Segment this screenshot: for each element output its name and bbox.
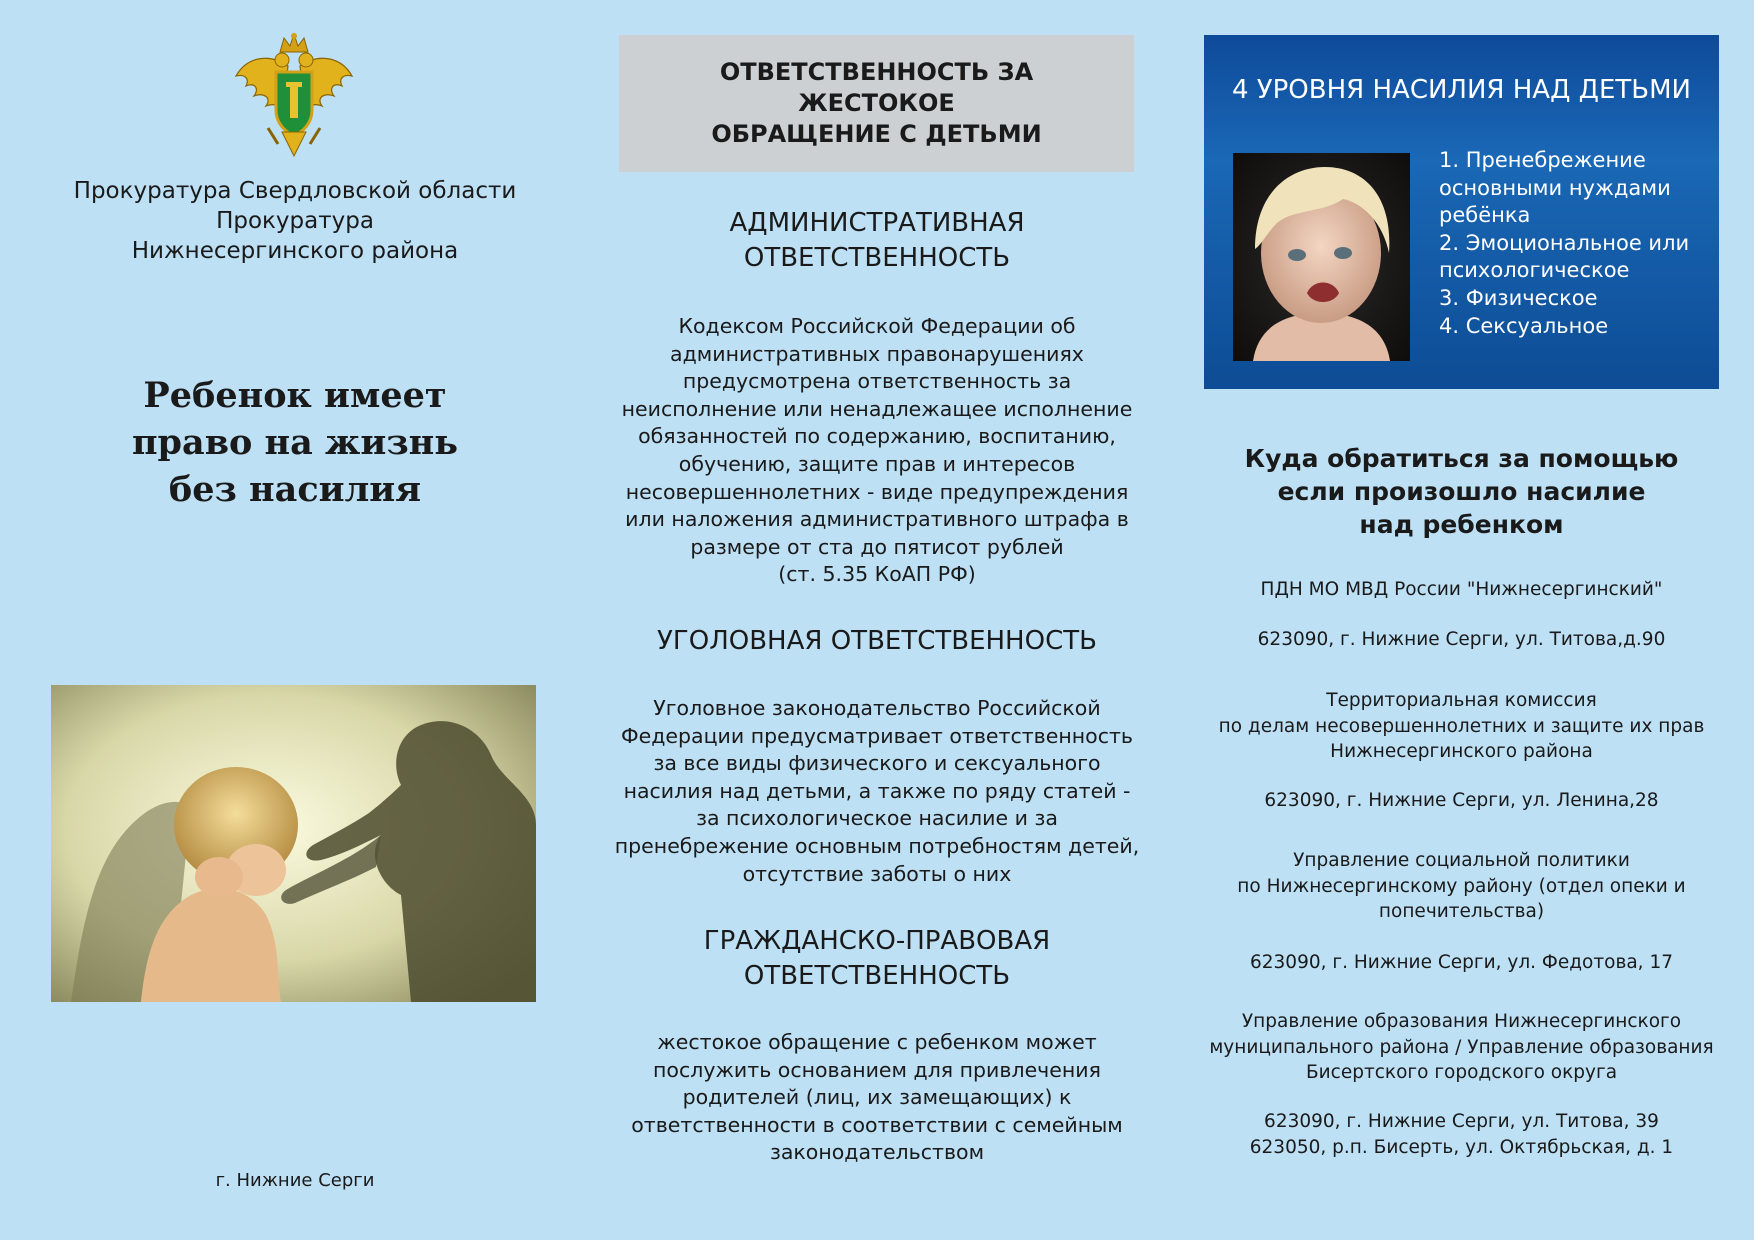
crying-child-photo bbox=[1233, 153, 1410, 361]
child-shadow-photo bbox=[51, 685, 536, 1002]
contact-address: 623090, г. Нижние Серги, ул. Титова,д.90 bbox=[1257, 629, 1666, 650]
right-panel bbox=[1195, 0, 1754, 1240]
middle-panel bbox=[600, 0, 1160, 1240]
prosecutor-emblem-icon bbox=[232, 32, 356, 160]
admin-heading: АДМИНИСТРАТИВНАЯ ОТВЕТСТВЕННОСТЬ bbox=[729, 208, 1025, 273]
city-label: г. Нижние Серги bbox=[215, 1170, 375, 1191]
help-heading: Куда обратиться за помощью если произошло насилие над ребенком bbox=[1244, 444, 1679, 539]
criminal-text: Уголовное законодательство Российской Федерации предусматривает ответственность за все виды физического и сексуального насилия над детьми, а также по ряду статей - за психологическое насилие и за пренебрежение основным потребностям детей, отсутствие заботы о них bbox=[614, 696, 1140, 886]
organization-name: Прокуратура Свердловской области Прокуратура Нижнесергинского района bbox=[73, 178, 517, 264]
left-panel bbox=[0, 0, 590, 1240]
civil-text: жестокое обращение с ребенком может послужить основанием для привлечения родителей (лиц, их замещающих) к ответственности в соответствии с семейным законодательством bbox=[631, 1030, 1123, 1165]
contact-address: 623090, г. Нижние Серги, ул. Титова, 39 623050, р.п. Бисерть, ул. Октябрьская, д. 1 bbox=[1249, 1111, 1674, 1158]
contact-name: Территориальная комиссия по делам несовершеннолетних и защите их прав Нижнесергинского района bbox=[1218, 690, 1705, 762]
levels-list: 1. Пренебрежение основными нуждами ребёнка 2. Эмоциональное или психологическое 3. Физическое 4. Сексуальное bbox=[1439, 148, 1690, 338]
levels-title: 4 УРОВНЯ НАСИЛИЯ НАД ДЕТЬМИ bbox=[1231, 75, 1692, 105]
contact-name: ПДН МО МВД России "Нижнесергинский" bbox=[1260, 579, 1663, 600]
violence-levels-box bbox=[1204, 35, 1719, 389]
responsibility-title: ОТВЕТСТВЕННОСТЬ ЗА ЖЕСТОКОЕ ОБРАЩЕНИЕ С ДЕТЬМИ bbox=[619, 35, 1134, 172]
slogan: Ребенок имеет право на жизнь без насилия bbox=[131, 375, 459, 510]
contact-address: 623090, г. Нижние Серги, ул. Ленина,28 bbox=[1264, 790, 1659, 811]
contact-name: Управление образования Нижнесергинского муниципального района / Управление образования Бисертского городского округа bbox=[1209, 1011, 1714, 1083]
admin-text: Кодексом Российской Федерации об административных правонарушениях предусмотрена ответственность за неисполнение или ненадлежащее исполнение обязанностей по содержанию, воспитанию, обучению, защите прав и интересов несовершеннолетних - виде предупреждения или наложения административного штрафа в размере от ста до пятисот рублей (ст. 5.35 КоАП РФ) bbox=[621, 314, 1133, 587]
contact-address: 623090, г. Нижние Серги, ул. Федотова, 17 bbox=[1250, 952, 1673, 973]
criminal-heading: УГОЛОВНАЯ ОТВЕТСТВЕННОСТЬ bbox=[657, 626, 1097, 656]
contact-name: Управление социальной политики по Нижнесергинскому району (отдел опеки и попечительства) bbox=[1237, 850, 1686, 922]
civil-heading: ГРАЖДАНСКО-ПРАВОВАЯ ОТВЕТСТВЕННОСТЬ bbox=[703, 926, 1051, 991]
